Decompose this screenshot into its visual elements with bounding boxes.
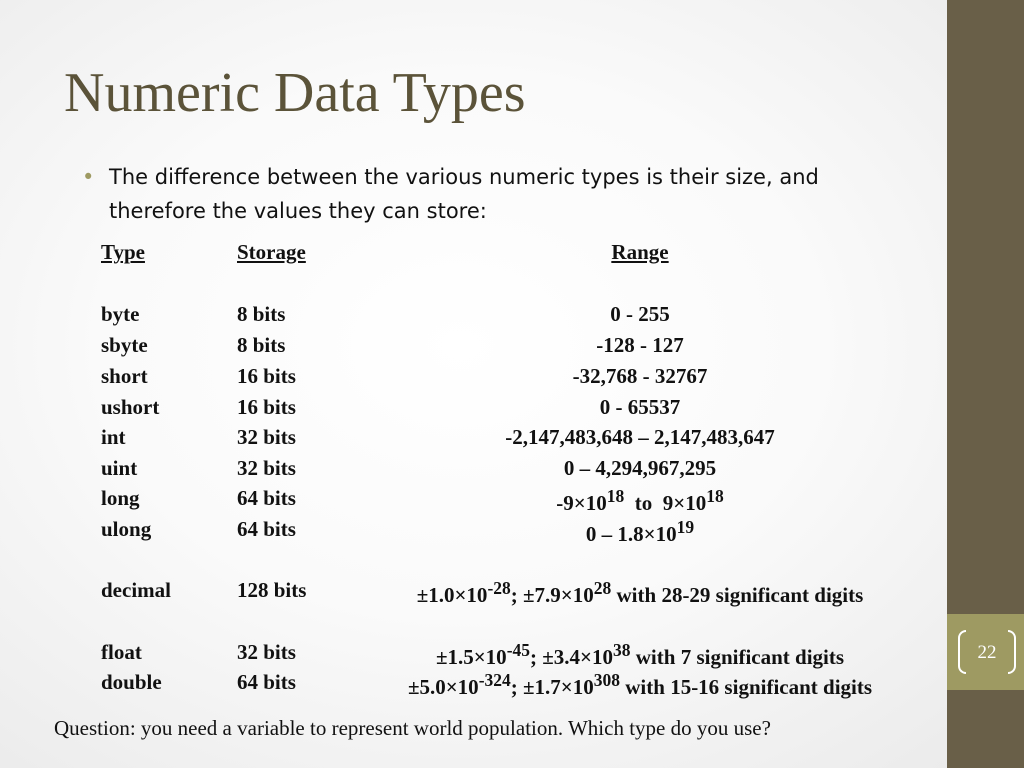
slide-title: Numeric Data Types bbox=[64, 62, 526, 124]
row-storage: 16 bits bbox=[237, 395, 296, 419]
row-storage: 64 bits bbox=[237, 486, 296, 510]
row-range: $0 - 1.8\times 10^{19}$ bbox=[585, 517, 695, 546]
table-row bbox=[0, 517, 946, 548]
row-storage: 32 bits bbox=[237, 425, 296, 449]
table-row bbox=[0, 486, 946, 517]
table-row bbox=[0, 302, 946, 333]
row-type: double bbox=[101, 670, 162, 694]
row-storage: 32 bits bbox=[237, 640, 296, 664]
row-range: $-9\times 10^{18}$ to $9\times 10^{18}$ bbox=[556, 486, 724, 515]
row-storage: 8 bits bbox=[237, 333, 286, 357]
table-row bbox=[0, 364, 946, 395]
row-range: 0 – 4,294,967,295 bbox=[563, 456, 717, 480]
row-range: -2,147,483,648 – 2,147,483,647 bbox=[505, 425, 775, 449]
row-type: ulong bbox=[101, 517, 152, 541]
table-row bbox=[0, 640, 946, 671]
row-storage: 16 bits bbox=[237, 364, 296, 388]
table-row bbox=[0, 578, 946, 609]
row-range: -128 - 127 bbox=[596, 333, 684, 357]
header-type: Type bbox=[101, 240, 145, 264]
row-range: 0 - 255 bbox=[610, 302, 670, 326]
row-range: -32,768 - 32767 bbox=[572, 364, 708, 388]
right-bracket-decoration bbox=[1008, 630, 1016, 674]
row-range: 0 - 65537 bbox=[599, 395, 681, 419]
bullet-dot: • bbox=[82, 165, 95, 189]
row-storage: 64 bits bbox=[237, 517, 296, 541]
row-storage: 64 bits bbox=[237, 670, 296, 694]
header-range bbox=[325, 240, 955, 265]
row-range: $\pm 1.0\times 10^{-28}$; $\pm 7.9\times 10^{28}$ with 28-29 significant digits bbox=[416, 578, 864, 607]
row-type: ushort bbox=[101, 395, 160, 419]
table-row bbox=[0, 395, 946, 426]
row-type: int bbox=[101, 425, 126, 449]
bullet-text: The difference between the various numeric types is their size, and therefore the values they can store: bbox=[109, 165, 819, 223]
question-text: Question: you need a variable to represent world population. Which type do you use? bbox=[54, 716, 771, 740]
header-range-text: Range bbox=[611, 240, 669, 264]
row-type: uint bbox=[101, 456, 138, 480]
page-number bbox=[958, 630, 1016, 676]
table-row bbox=[0, 425, 946, 456]
row-range: $\pm 5.0\times 10^{-324}$; $\pm 1.7\times 10^{308}$ with 15-16 significant digits bbox=[407, 670, 873, 699]
table-header-row bbox=[0, 240, 946, 271]
page-number-text: 22 bbox=[977, 642, 997, 663]
table-row bbox=[0, 670, 946, 701]
row-type: byte bbox=[101, 302, 140, 326]
row-type: decimal bbox=[101, 578, 171, 602]
row-type: sbyte bbox=[101, 333, 148, 357]
row-type: float bbox=[101, 640, 142, 664]
row-storage: 8 bits bbox=[237, 302, 286, 326]
row-type: short bbox=[101, 364, 148, 388]
table-row bbox=[0, 333, 946, 364]
row-storage: 32 bits bbox=[237, 456, 296, 480]
row-type: long bbox=[101, 486, 140, 510]
left-bracket-decoration bbox=[958, 630, 966, 674]
row-storage: 128 bits bbox=[237, 578, 307, 602]
table-row bbox=[0, 456, 946, 487]
header-storage: Storage bbox=[237, 240, 306, 264]
row-range: $\pm 1.5\times 10^{-45}$; $\pm 3.4\times 10^{38}$ with 7 significant digits bbox=[435, 640, 845, 669]
